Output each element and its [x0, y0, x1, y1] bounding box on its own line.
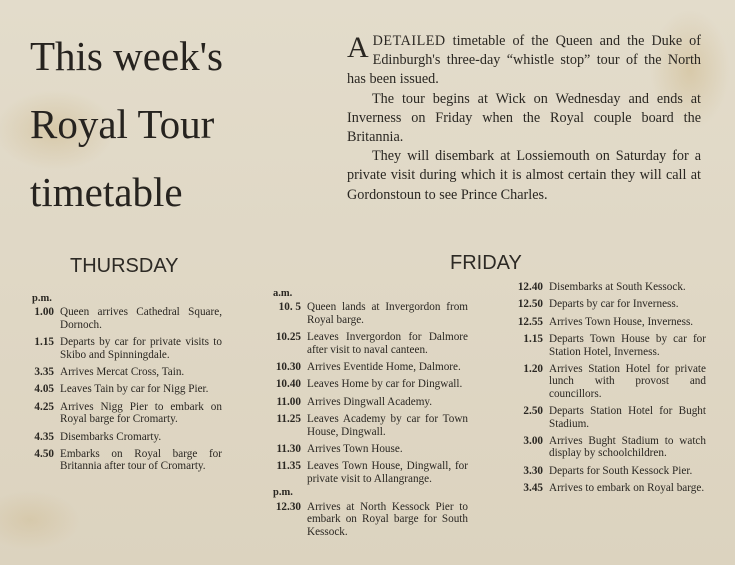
- timetable-entry: [273, 413, 468, 438]
- period-label: a.m.: [273, 288, 293, 299]
- entry-text: Arrives Town House.: [307, 443, 403, 456]
- timetable-entry: [273, 331, 468, 356]
- entry-time: 3.35: [34, 366, 54, 379]
- entry-time: 12.40: [517, 281, 543, 293]
- timetable-entry: [273, 378, 468, 390]
- entry-text: Queen arrives Cathedral Square, Dornoch.: [60, 306, 222, 331]
- timetable-entry: [273, 460, 468, 485]
- entry-text: Arrives Dingwall Academy.: [307, 395, 433, 408]
- entry-text: Embarks on Royal barge for Britannia after tour of Cromarty.: [60, 448, 222, 473]
- friday-schedule-col-2: [512, 281, 706, 500]
- entry-time: 11.35: [276, 460, 301, 473]
- headline-line-1: This week's: [30, 33, 223, 79]
- thursday-entries: [32, 306, 222, 472]
- entry-time: 12.30: [275, 500, 301, 513]
- friday-schedule-col-1: [273, 288, 468, 543]
- entry-text: Leaves Academy by car for Town House, Dingwall.: [307, 413, 468, 438]
- timetable-entry: [32, 336, 222, 361]
- entry-time: 11.30: [276, 443, 301, 456]
- timetable-entry: [32, 383, 222, 395]
- entry-text: Departs by car for private visits to Skibo and Spinningdale.: [60, 336, 222, 361]
- timetable-entry: [32, 401, 222, 426]
- timetable-entry: [512, 333, 706, 358]
- entry-text: Leaves Tain by car for Nigg Pier.: [60, 383, 209, 396]
- period-label: p.m.: [273, 487, 293, 499]
- timetable-entry: [32, 306, 222, 331]
- headline-line-3: timetable: [30, 169, 183, 215]
- timetable-entry: [512, 281, 706, 293]
- entry-text: Departs Town House by car for Station Hotel, Inverness.: [549, 333, 706, 358]
- entry-text: Arrives to embark on Royal barge.: [549, 482, 705, 495]
- entry-text: Arrives Station Hotel for private lunch with provost and councillors.: [549, 363, 706, 400]
- entry-time: 1.00: [34, 306, 54, 319]
- entry-time: 3.00: [523, 435, 543, 448]
- entry-text: Disembarks Cromarty.: [60, 430, 162, 443]
- timetable-entry: [512, 316, 706, 328]
- timetable-entry: [32, 366, 222, 378]
- entry-text: Queen lands at Invergordon from Royal barge.: [307, 301, 468, 326]
- entry-text: Leaves Home by car for Dingwall.: [307, 378, 463, 391]
- entry-text: Arrives Mercat Cross, Tain.: [60, 366, 185, 379]
- entry-time: 10.30: [275, 361, 301, 374]
- thursday-heading: THURSDAY: [70, 255, 179, 277]
- entry-time: 12.55: [517, 315, 543, 328]
- friday-heading: FRIDAY: [450, 252, 522, 274]
- timetable-entry: [512, 405, 706, 430]
- friday-pm-entries-col-2: [512, 281, 706, 495]
- timetable-entry: [273, 501, 468, 538]
- timetable-entry: [512, 482, 706, 494]
- entry-text: Arrives at North Kessock Pier to embark on Royal barge for South Kessock.: [307, 500, 468, 538]
- intro-paragraph-1-text: timetable of the Queen and the Duke of Edinburgh's three-day “whistle stop” tour of the North has been issued.: [347, 33, 701, 88]
- timetable-entry: [273, 301, 468, 326]
- lead-word: DETAILED: [372, 33, 446, 49]
- entry-time: 11.25: [276, 413, 301, 426]
- friday-pm-entries-col-1: [273, 501, 468, 538]
- timetable-entry: [273, 396, 468, 408]
- timetable-entry: [32, 431, 222, 443]
- intro-article: [347, 32, 701, 205]
- entry-time: 10.40: [275, 378, 301, 391]
- headline-line-2: Royal Tour: [30, 101, 215, 147]
- entry-time: 3.45: [523, 482, 543, 495]
- intro-paragraph-2: The tour begins at Wick on Wednesday and ends at Inverness on Friday when the Royal couple board the Britannia.: [347, 90, 701, 146]
- entry-text: Arrives Eventide Home, Dalmore.: [307, 361, 461, 374]
- timetable-entry: [273, 443, 468, 455]
- drop-cap: A: [347, 31, 369, 64]
- entry-text: Departs for South Kessock Pier.: [549, 464, 693, 477]
- entry-text: Departs by car for Inverness.: [549, 298, 679, 311]
- entry-text: Leaves Town House, Dingwall, for private visit to Allangrange.: [307, 460, 468, 485]
- entry-text: Departs Station Hotel for Bught Stadium.: [549, 405, 706, 430]
- entry-time: 1.20: [523, 363, 543, 376]
- timetable-entry: [32, 448, 222, 473]
- entry-time: 4.35: [34, 430, 54, 443]
- entry-time: 11.00: [276, 395, 301, 408]
- thursday-schedule: [32, 293, 222, 478]
- timetable-entry: [512, 465, 706, 477]
- intro-paragraph-1: [347, 32, 701, 90]
- entry-time: 12.50: [517, 298, 543, 311]
- timetable-entry: [273, 361, 468, 373]
- period-label: p.m.: [32, 293, 52, 304]
- timetable-entry: [512, 298, 706, 310]
- entry-time: 4.25: [34, 400, 54, 413]
- timetable-entry: [512, 435, 706, 460]
- entry-time: 10.25: [275, 331, 301, 344]
- entry-time: 4.50: [34, 448, 54, 461]
- friday-am-entries: [273, 301, 468, 485]
- entry-text: Arrives Bught Stadium to watch display by schoolchildren.: [549, 435, 706, 460]
- entry-text: Disembarks at South Kessock.: [549, 281, 686, 293]
- entry-time: 1.15: [523, 333, 543, 346]
- entry-text: Leaves Invergordon for Dalmore after visit to naval canteen.: [307, 331, 468, 356]
- entry-time: 2.50: [523, 405, 543, 418]
- headline: [30, 22, 330, 226]
- entry-text: Arrives Town House, Inverness.: [549, 315, 694, 328]
- entry-time: 4.05: [34, 383, 54, 396]
- entry-time: 10. 5: [278, 301, 301, 314]
- entry-time: 3.30: [523, 464, 543, 477]
- intro-paragraph-3: They will disembark at Lossiemouth on Saturday for a private visit during which it is almost certain they will call at Gordonstoun to see Prince Charles.: [347, 148, 701, 203]
- entry-text: Arrives Nigg Pier to embark on Royal barge for Cromarty.: [60, 400, 222, 426]
- timetable-entry: [512, 363, 706, 400]
- entry-time: 1.15: [34, 336, 54, 349]
